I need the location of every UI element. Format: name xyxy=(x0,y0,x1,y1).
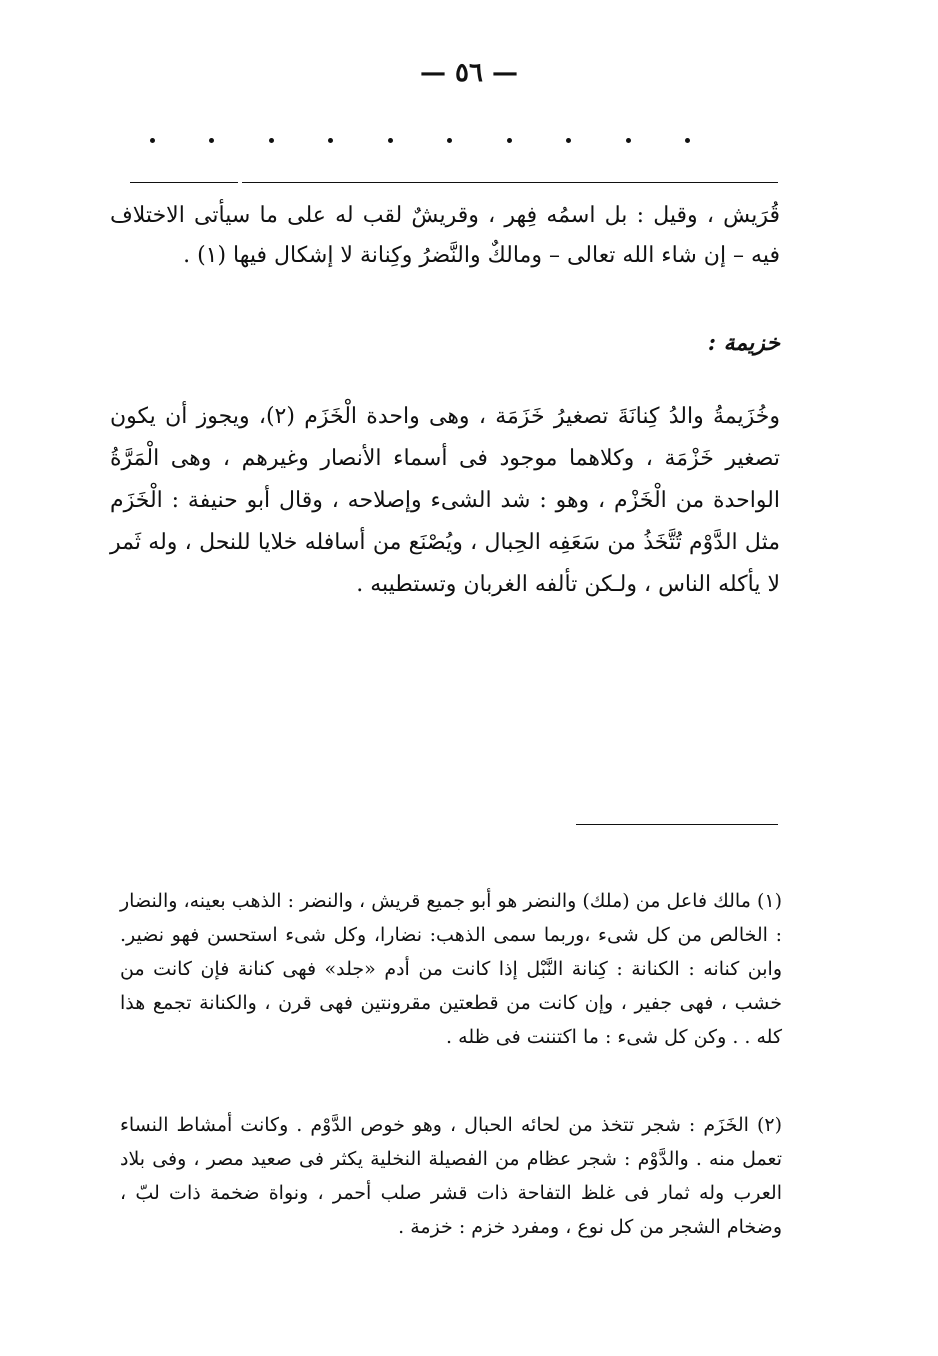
ornament-dot xyxy=(626,138,631,143)
section-heading: خزيمة : xyxy=(707,330,780,356)
ornament-dot xyxy=(685,138,690,143)
ornament-dot xyxy=(507,138,512,143)
ornament-dot xyxy=(269,138,274,143)
footnote-2 xyxy=(120,1108,782,1244)
footnote-1 xyxy=(120,884,782,1054)
ornament-dot xyxy=(566,138,571,143)
ornament-dot xyxy=(447,138,452,143)
main-paragraph xyxy=(110,396,780,606)
header-rule-left xyxy=(130,182,238,183)
continuation-text: قُرَيش ، وقيل : بل اسمُه فِهر ، وقريشٌ لقب له على ما سيأتى الاختلاف فيه – إن شاء الله تعالى – ومالكٌ والنَّضرُ وكِنانة لا إشكال فيها (١) . xyxy=(110,203,780,268)
ornament-dots xyxy=(150,138,690,143)
continuation-paragraph xyxy=(110,196,780,276)
ornament-dot xyxy=(150,138,155,143)
ornament-dot xyxy=(388,138,393,143)
footnote-2-text: (٢) الخَزَم : شجر تتخذ من لحائه الحبال ، وهو خوص الدَّوْم . وكانت أمشاط النساء تعمل منه . والدَّوْم : شجر عظام من الفصيلة النخلية يكثر فى صعيد مصر ، وفى بلاد العرب وله ثمار فى غلظ التفاحة ذات قشر صلب أحمر ، ونواة ضخمة ذات لبّ ، وضخام الشجر من كل نوع ، ومفرد خزم : خزمة . xyxy=(120,1114,782,1238)
main-paragraph-text: وخُزَيمةُ والدُ كِنانَةَ تصغيرُ خَزَمَة ، وهى واحدة الْخَزَم (٢)، ويجوز أن يكون تصغير خَزْمَة ، وكلاهما موجود فى أسماء الأنصار وغيرهم ، وهى الْمَرَّةُ الواحدة من الْخَزْم ، وهو : شد الشىء وإصلاحه ، وقال أبو حنيفة : الْخَزَم مثل الدَّوْم تُتَّخَذُ من سَعَفِه الحِبال ، ويُصْنَع من أسافله خلايا للنحل ، وله ثَمر لا يأكله الناس ، ولـكن تألفه الغربان وتستطيبه . xyxy=(110,404,780,597)
footnote-1-text: (١) مالك فاعل من (ملك) والنضر هو أبو جميع قريش ، والنضر : الذهب بعينه، والنضار : الخالص من كل شىء ،وربما سمى الذهب: نضارا، وكل شىء استحسن فهو نضير. وابن كنانه : الكنانة : كِنانة النَّبْل إذا كانت من أدم «جلد» فهى كنانة فإن كانت من خشب ، فهى جفير ، وإن كانت من قطعتين مقرونتين فهى قرن ، والكنانة تجمع هذا كله . . وكن كل شىء : ما اكتننت فى ظله . xyxy=(120,890,782,1048)
footnote-separator xyxy=(576,824,778,825)
ornament-dot xyxy=(209,138,214,143)
ornament-dot xyxy=(328,138,333,143)
header-rule-right xyxy=(242,182,778,183)
page-number: — ٥٦ — xyxy=(419,58,519,88)
